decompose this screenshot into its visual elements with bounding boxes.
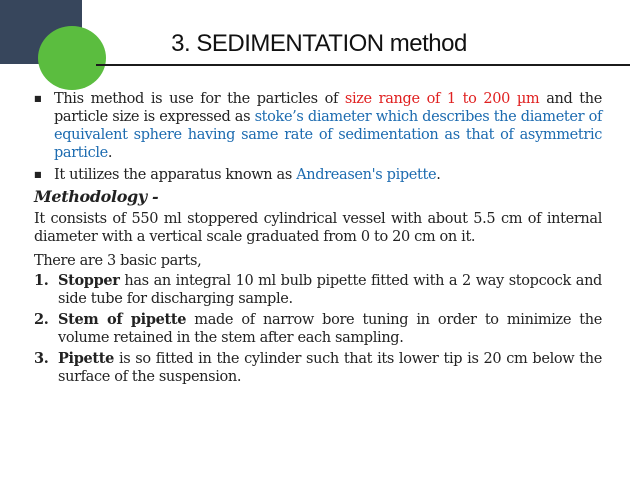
- methodology-heading: Methodology -: [34, 187, 159, 206]
- bullet-square-icon: ■: [34, 94, 42, 103]
- text-run: .: [107, 145, 113, 161]
- item-term: Pipette: [58, 350, 114, 367]
- highlight-blue-text: stoke’s diameter which describes the diameter of equivalent sphere having same rate of sedimentation as that of asymmetric particle: [54, 109, 602, 161]
- highlight-red-text: size range of 1 to 200 µm: [344, 91, 540, 107]
- item-description: has an integral 10 ml bulb pipette fitted with a 2 way stopcock and side tube for discharging sample.: [58, 273, 602, 307]
- title-underline: [96, 64, 630, 66]
- item-description: made of narrow bore tuning in order to minimize the volume retained in the stem after each sampling.: [58, 312, 603, 346]
- item-term: Stem of pipette: [58, 311, 187, 328]
- bullet-item: [34, 90, 602, 162]
- item-number: 1.: [34, 272, 49, 289]
- numbered-item: [34, 311, 602, 347]
- highlight-blue-text: Andreasen's pipette: [296, 167, 437, 183]
- slide-content: [34, 90, 602, 389]
- numbered-item: [34, 272, 602, 308]
- item-term: Stopper: [58, 272, 120, 289]
- bullet-item: [34, 166, 602, 184]
- text-run: .: [436, 167, 441, 183]
- bullet-text: [54, 166, 602, 184]
- item-text: [58, 350, 602, 386]
- item-number: 2.: [34, 311, 49, 328]
- numbered-item: [34, 350, 602, 386]
- bullet-text: [54, 90, 602, 162]
- text-run: It utilizes the apparatus known as: [54, 167, 297, 183]
- item-description: is so fitted in the cylinder such that its lower tip is 20 cm below the surface of the suspension.: [58, 351, 602, 385]
- text-run: and the particle size is expressed as: [54, 91, 603, 125]
- item-text: [58, 272, 602, 308]
- paragraph-vessel: It consists of 550 ml stoppered cylindrical vessel with about 5.5 cm of internal diameter with a vertical scale graduated from 0 to 20 cm on it.: [34, 211, 602, 245]
- item-text: [58, 311, 602, 347]
- paragraph-basic-parts: There are 3 basic parts,: [34, 253, 202, 269]
- item-number: 3.: [34, 350, 49, 367]
- slide-title: 3. SEDIMENTATION method: [171, 30, 467, 57]
- text-run: This method is use for the particles of: [54, 91, 345, 107]
- bullet-square-icon: ■: [34, 170, 42, 179]
